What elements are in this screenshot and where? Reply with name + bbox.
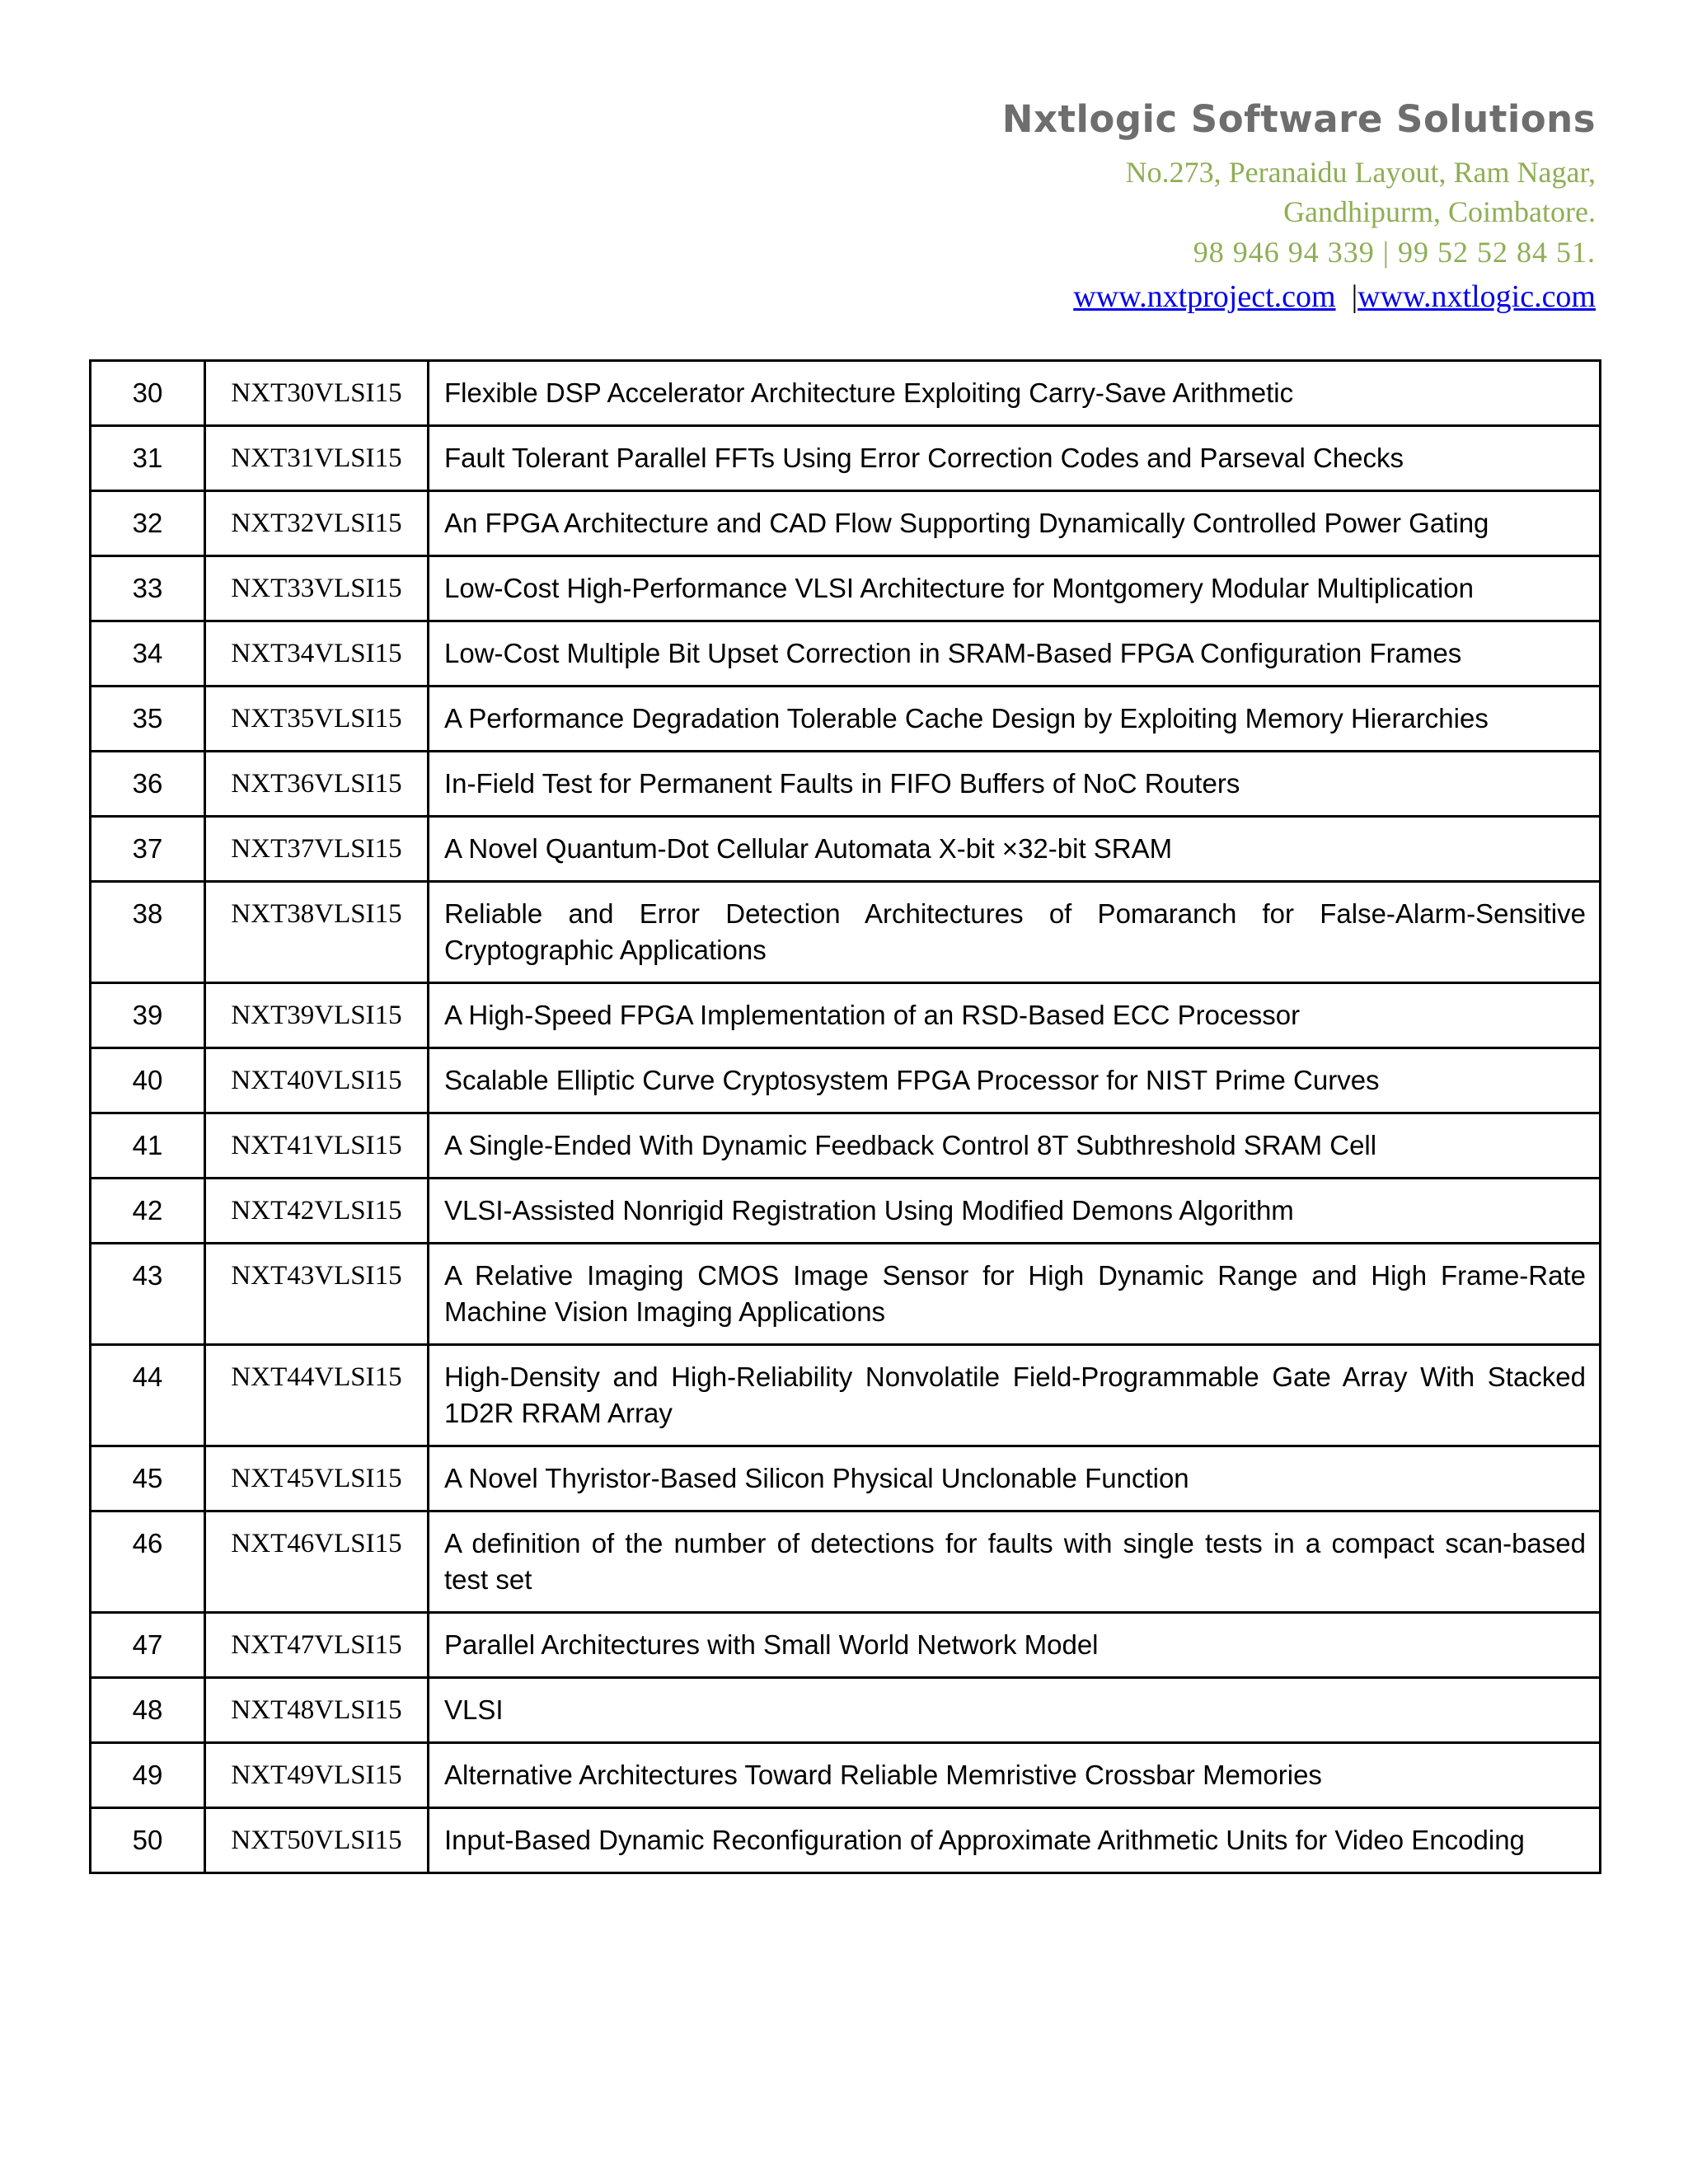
table-row <box>91 1613 1601 1678</box>
row-number: 43 <box>91 1244 205 1345</box>
project-table <box>89 359 1601 1874</box>
project-title: VLSI <box>429 1678 1601 1743</box>
project-title: High-Density and High-Reliability Nonvolatile Field-Programmable Gate Array With Stacked 1D2R RRAM Array <box>429 1345 1601 1446</box>
project-code: NXT40VLSI15 <box>205 1048 429 1113</box>
row-number: 44 <box>91 1345 205 1446</box>
project-code: NXT32VLSI15 <box>205 491 429 556</box>
row-number: 36 <box>91 752 205 817</box>
address-line-2: Gandhipurm, Coimbatore. <box>1283 195 1596 228</box>
project-title: Alternative Architectures Toward Reliable Memristive Crossbar Memories <box>429 1743 1601 1808</box>
project-code: NXT42VLSI15 <box>205 1179 429 1244</box>
project-title: A Performance Degradation Tolerable Cache Design by Exploiting Memory Hierarchies <box>429 687 1601 752</box>
row-number: 35 <box>91 687 205 752</box>
table-row <box>91 882 1601 983</box>
table-row <box>91 491 1601 556</box>
table-row <box>91 1048 1601 1113</box>
project-title: A Single-Ended With Dynamic Feedback Control 8T Subthreshold SRAM Cell <box>429 1113 1601 1179</box>
table-row <box>91 1345 1601 1446</box>
project-code: NXT47VLSI15 <box>205 1613 429 1678</box>
project-code: NXT38VLSI15 <box>205 882 429 983</box>
table-row <box>91 556 1601 621</box>
project-title: Input-Based Dynamic Reconfiguration of Approximate Arithmetic Units for Video Encoding <box>429 1808 1601 1873</box>
project-title: Flexible DSP Accelerator Architecture Exploiting Carry-Save Arithmetic <box>429 361 1601 426</box>
row-number: 48 <box>91 1678 205 1743</box>
table-row <box>91 1113 1601 1179</box>
website-link-nxtlogic[interactable]: www.nxtlogic.com <box>1357 279 1596 314</box>
row-number: 49 <box>91 1743 205 1808</box>
project-code: NXT44VLSI15 <box>205 1345 429 1446</box>
project-title: Scalable Elliptic Curve Cryptosystem FPGA Processor for NIST Prime Curves <box>429 1048 1601 1113</box>
project-code: NXT49VLSI15 <box>205 1743 429 1808</box>
letterhead <box>1002 97 1596 321</box>
project-title: A Novel Quantum-Dot Cellular Automata X-bit ×32-bit SRAM <box>429 817 1601 882</box>
project-code: NXT35VLSI15 <box>205 687 429 752</box>
table-row <box>91 1179 1601 1244</box>
project-title: In-Field Test for Permanent Faults in FIFO Buffers of NoC Routers <box>429 752 1601 817</box>
table-row <box>91 1678 1601 1743</box>
row-number: 38 <box>91 882 205 983</box>
row-number: 39 <box>91 983 205 1048</box>
row-number: 33 <box>91 556 205 621</box>
project-title: VLSI-Assisted Nonrigid Registration Using Modified Demons Algorithm <box>429 1179 1601 1244</box>
table-row <box>91 983 1601 1048</box>
project-code: NXT41VLSI15 <box>205 1113 429 1179</box>
project-code: NXT46VLSI15 <box>205 1511 429 1613</box>
row-number: 32 <box>91 491 205 556</box>
phone-numbers: 98 946 94 339 | 99 52 52 84 51. <box>1193 236 1596 269</box>
table-row <box>91 361 1601 426</box>
table-row <box>91 687 1601 752</box>
project-title: A Relative Imaging CMOS Image Sensor for High Dynamic Range and High Frame-Rate Machine Vision Imaging Applications <box>429 1244 1601 1345</box>
website-link-nxtproject[interactable]: www.nxtproject.com <box>1073 279 1336 314</box>
project-code: NXT33VLSI15 <box>205 556 429 621</box>
project-code: NXT31VLSI15 <box>205 426 429 491</box>
project-title: Parallel Architectures with Small World Network Model <box>429 1613 1601 1678</box>
row-number: 40 <box>91 1048 205 1113</box>
table-row <box>91 621 1601 687</box>
link-separator: | <box>1351 279 1358 314</box>
project-title: Low-Cost Multiple Bit Upset Correction in SRAM-Based FPGA Configuration Frames <box>429 621 1601 687</box>
project-code: NXT45VLSI15 <box>205 1446 429 1511</box>
project-code: NXT30VLSI15 <box>205 361 429 426</box>
row-number: 47 <box>91 1613 205 1678</box>
project-title: Reliable and Error Detection Architectures of Pomaranch for False-Alarm-Sensitive Cryptographic Applications <box>429 882 1601 983</box>
row-number: 42 <box>91 1179 205 1244</box>
project-title: A definition of the number of detections for faults with single tests in a compact scan-based test set <box>429 1511 1601 1613</box>
table-row <box>91 1244 1601 1345</box>
table-row <box>91 1743 1601 1808</box>
project-title: Fault Tolerant Parallel FFTs Using Error Correction Codes and Parseval Checks <box>429 426 1601 491</box>
table-row <box>91 426 1601 491</box>
project-title: A Novel Thyristor-Based Silicon Physical Unclonable Function <box>429 1446 1601 1511</box>
row-number: 31 <box>91 426 205 491</box>
project-code: NXT36VLSI15 <box>205 752 429 817</box>
table-row <box>91 752 1601 817</box>
table-row <box>91 1511 1601 1613</box>
table-row <box>91 1446 1601 1511</box>
row-number: 50 <box>91 1808 205 1873</box>
row-number: 34 <box>91 621 205 687</box>
project-code: NXT48VLSI15 <box>205 1678 429 1743</box>
row-number: 46 <box>91 1511 205 1613</box>
row-number: 37 <box>91 817 205 882</box>
project-code: NXT37VLSI15 <box>205 817 429 882</box>
address-line-1: No.273, Peranaidu Layout, Ram Nagar, <box>1125 156 1596 189</box>
row-number: 30 <box>91 361 205 426</box>
project-table-body <box>91 361 1601 1873</box>
row-number: 45 <box>91 1446 205 1511</box>
project-code: NXT34VLSI15 <box>205 621 429 687</box>
project-title: Low-Cost High-Performance VLSI Architecture for Montgomery Modular Multiplication <box>429 556 1601 621</box>
project-code: NXT39VLSI15 <box>205 983 429 1048</box>
project-title: An FPGA Architecture and CAD Flow Supporting Dynamically Controlled Power Gating <box>429 491 1601 556</box>
table-row <box>91 1808 1601 1873</box>
project-code: NXT43VLSI15 <box>205 1244 429 1345</box>
table-row <box>91 817 1601 882</box>
row-number: 41 <box>91 1113 205 1179</box>
company-name: Nxtlogic Software Solutions <box>1001 97 1596 141</box>
website-links <box>1002 273 1596 321</box>
project-title: A High-Speed FPGA Implementation of an RSD-Based ECC Processor <box>429 983 1601 1048</box>
project-code: NXT50VLSI15 <box>205 1808 429 1873</box>
